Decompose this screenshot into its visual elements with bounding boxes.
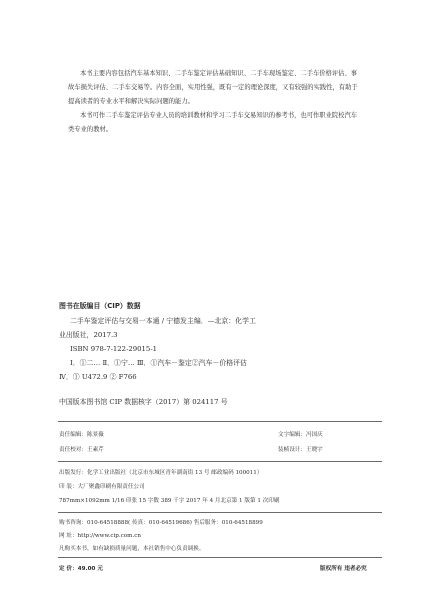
- publisher: 出版发行：化学工业出版社（北京市东城区青年湖南街 13 号 邮政编码 100011）: [59, 470, 263, 476]
- abstract-line: 提高读者的专业水平和解决实际问题的能力。: [68, 98, 194, 105]
- abstract-line: 本书可作二手车鉴定评估专业人员的培训教材和学习二手车交易知识的参考书，也可作职业院校汽车: [80, 112, 358, 119]
- cip-line: 业出版社，2017.3: [59, 331, 118, 339]
- cip-line: 二手车鉴定评估与交易一本通 / 宁德发主编．—北京：化学工: [70, 317, 256, 325]
- abstract-line: 本书主要内容包括汽车基本知识、二手车鉴定评估基础知识、二手车现场鉴定、二手车价格评估、事: [80, 70, 358, 77]
- responsible-editor: 责任编辑：陈景薇: [59, 432, 104, 438]
- price: 定 价：49.00 元: [59, 566, 103, 572]
- divider: [58, 421, 382, 422]
- quality-notice: 凡购买本书，如有缺损质量问题，本社销售中心负责调换。: [59, 546, 205, 552]
- cip-record: 中国版本图书馆 CIP 数据核字（2017）第 024117 号: [59, 398, 228, 406]
- cip-line: ISBN 978-7-122-29015-1: [70, 345, 158, 353]
- abstract-line: 故车损失评估、二手车交易等。内容全面，实用性强，既有一定的理论深度，又有较强的实践性，有助于: [68, 84, 358, 91]
- print-specs: 787mm×1092mm 1/16 印张 15 字数 389 千字 2017 年 4 月北京第 1 版第 1 次印刷: [59, 498, 280, 504]
- divider: [58, 557, 382, 558]
- text-editor: 文字编辑：冯国庆: [278, 432, 323, 438]
- designer: 装帧设计：王晓宇: [278, 447, 323, 453]
- divider: [58, 461, 382, 462]
- proofreader: 责任校对：王素芹: [59, 447, 104, 453]
- copyright-notice: 版权所有 违者必究: [320, 566, 367, 572]
- divider: [58, 512, 382, 513]
- printer: 印 装：大厂聚鑫印刷有限责任公司: [59, 484, 145, 490]
- cip-line: Ⅳ．① U472.9 ② F766: [59, 373, 137, 381]
- cip-line: Ⅰ．①二… Ⅱ．①宁… Ⅲ．①汽车－鉴定②汽车－价格评估: [70, 359, 247, 367]
- website: 网 址：http://www.cip.com.cn: [59, 533, 141, 539]
- cip-title: 图书在版编目（CIP）数据: [59, 302, 141, 310]
- purchase-phone: 购书咨询：010-64518888( 传真：010-64519686) 售后服务：010-64518899: [59, 520, 263, 526]
- abstract-line: 类专业的教材。: [68, 126, 113, 133]
